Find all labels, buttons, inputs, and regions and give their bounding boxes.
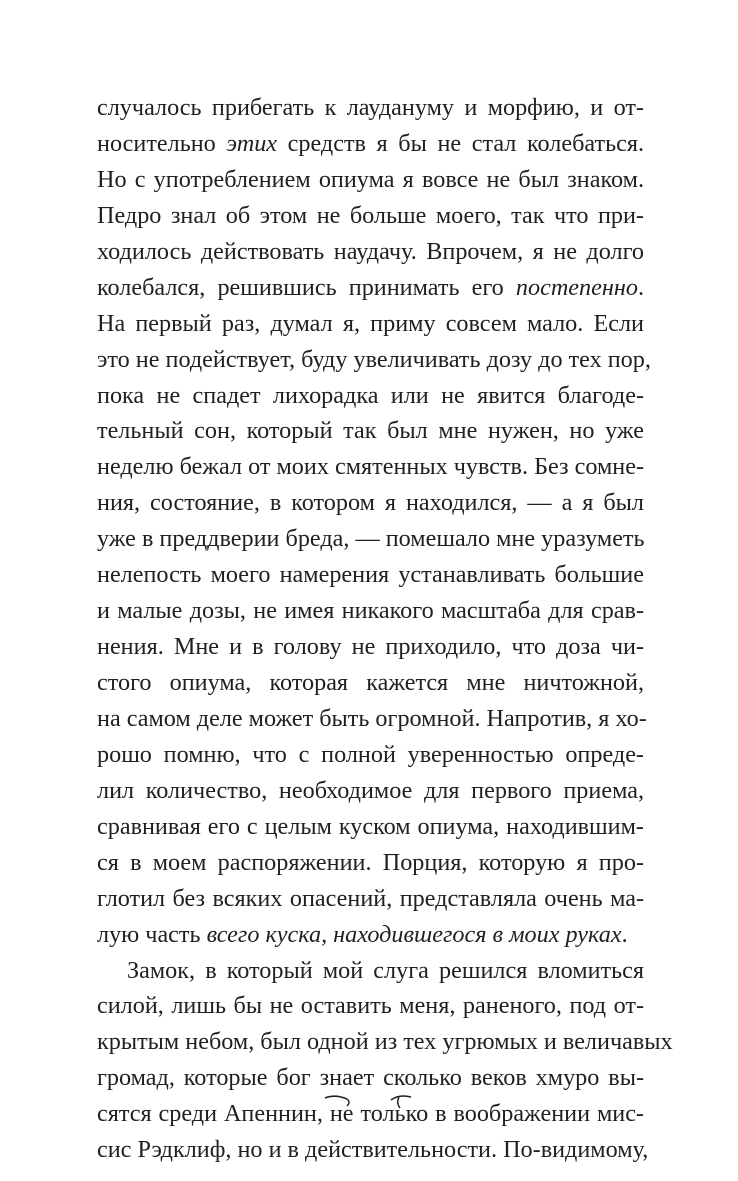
text-line	[97, 1024, 673, 1060]
text-segment: тельный сон, который так был мне нужен, но уже	[97, 417, 644, 445]
italic-text: постепенно	[515, 273, 638, 301]
text-line	[97, 521, 644, 557]
text-segment: сятся среди Апеннин, не только в воображении мис-	[97, 1100, 644, 1128]
text-line	[97, 953, 644, 989]
text-segment: рошо помню, что с полной уверенностью опреде-	[97, 740, 644, 768]
text-segment: лую часть	[97, 920, 207, 948]
text-segment: крытым небом, был одной из тех угрюмых и величавых	[97, 1028, 673, 1056]
text-line	[97, 845, 644, 881]
text-segment: силой, лишь бы не оставить меня, раненого, под от-	[97, 992, 644, 1020]
text-segment: ходилось действовать наудачу. Впрочем, я не долго	[97, 237, 644, 265]
text-line	[97, 881, 644, 917]
text-segment: ся в моем распоряжении. Порция, которую я про-	[97, 848, 644, 876]
text-line	[97, 162, 644, 198]
text-segment: стого опиума, которая кажется мне ничтожной,	[97, 669, 644, 696]
paragraph	[97, 90, 651, 953]
text-segment: громад, которые бог знает сколько веков хмуро вы-	[97, 1064, 644, 1092]
text-segment: и малые дозы, не имея никакого масштаба для срав-	[97, 597, 644, 625]
text-segment: .	[637, 273, 644, 301]
text-segment: ния, состояние, в котором я находился, — а я был	[97, 489, 644, 517]
text-line	[97, 557, 644, 593]
text-segment: Замок, в который мой слуга решился вломиться	[127, 956, 644, 984]
page-body-text	[97, 90, 673, 1168]
text-segment: это не подействует, буду увеличивать дозу до тех пор,	[97, 345, 651, 373]
text-segment: Но с употреблением опиума я вовсе не был знаком.	[97, 165, 644, 193]
text-line	[97, 485, 644, 521]
text-segment: Педро знал об этом не больше моего, так что при-	[97, 201, 644, 229]
text-line	[97, 449, 644, 485]
text-line	[97, 809, 644, 845]
paragraph	[97, 953, 673, 1169]
text-segment: нелепость моего намерения устанавливать большие	[97, 561, 644, 589]
text-segment: глотил без всяких опасений, представляла очень ма-	[97, 884, 644, 912]
text-segment: пока не спадет лихорадка или не явится благоде-	[97, 381, 644, 409]
text-line	[97, 306, 644, 342]
text-line	[97, 1060, 644, 1096]
text-segment: носительно	[97, 129, 227, 157]
text-segment: нения. Мне и в голову не приходило, что доза чи-	[97, 633, 644, 661]
text-segment: случалось прибегать к лаудануму и морфию, и от-	[97, 94, 644, 121]
text-line	[97, 1132, 649, 1168]
text-line	[97, 413, 644, 449]
italic-text: этих	[226, 129, 278, 157]
italic-text: всего куска, находившегося в моих руках	[206, 920, 622, 948]
text-segment: сис Рэдклиф, но и в действительности. По-видимому,	[97, 1136, 649, 1164]
text-line	[97, 665, 644, 701]
text-line	[97, 342, 651, 378]
text-line	[97, 126, 644, 162]
text-line	[97, 378, 644, 414]
text-segment: уже в преддверии бреда, — помешало мне уразуметь	[97, 525, 645, 553]
text-segment: средств я бы не стал колебаться.	[277, 129, 645, 157]
text-segment: на самом деле может быть огромной. Напротив, я хо-	[97, 704, 647, 732]
text-line	[97, 270, 644, 306]
text-line	[97, 90, 644, 126]
text-line	[97, 917, 644, 953]
text-line	[97, 234, 644, 270]
text-segment: лил количество, необходимое для первого приема,	[97, 776, 644, 804]
text-line	[97, 593, 644, 629]
text-line	[97, 737, 644, 773]
text-segment: На первый раз, думал я, приму совсем мало. Если	[97, 309, 644, 337]
text-segment: колебался, решившись принимать его	[97, 273, 516, 301]
text-line	[97, 198, 644, 234]
text-line	[97, 988, 644, 1024]
text-segment: сравнивая его с целым куском опиума, находившим-	[97, 812, 644, 840]
text-line	[97, 773, 644, 809]
text-line	[97, 629, 644, 665]
text-line	[97, 701, 647, 737]
text-segment: неделю бежал от моих смятенных чувств. Без сомне-	[97, 453, 645, 481]
text-segment: .	[621, 920, 628, 948]
page-ornament	[321, 1094, 417, 1110]
